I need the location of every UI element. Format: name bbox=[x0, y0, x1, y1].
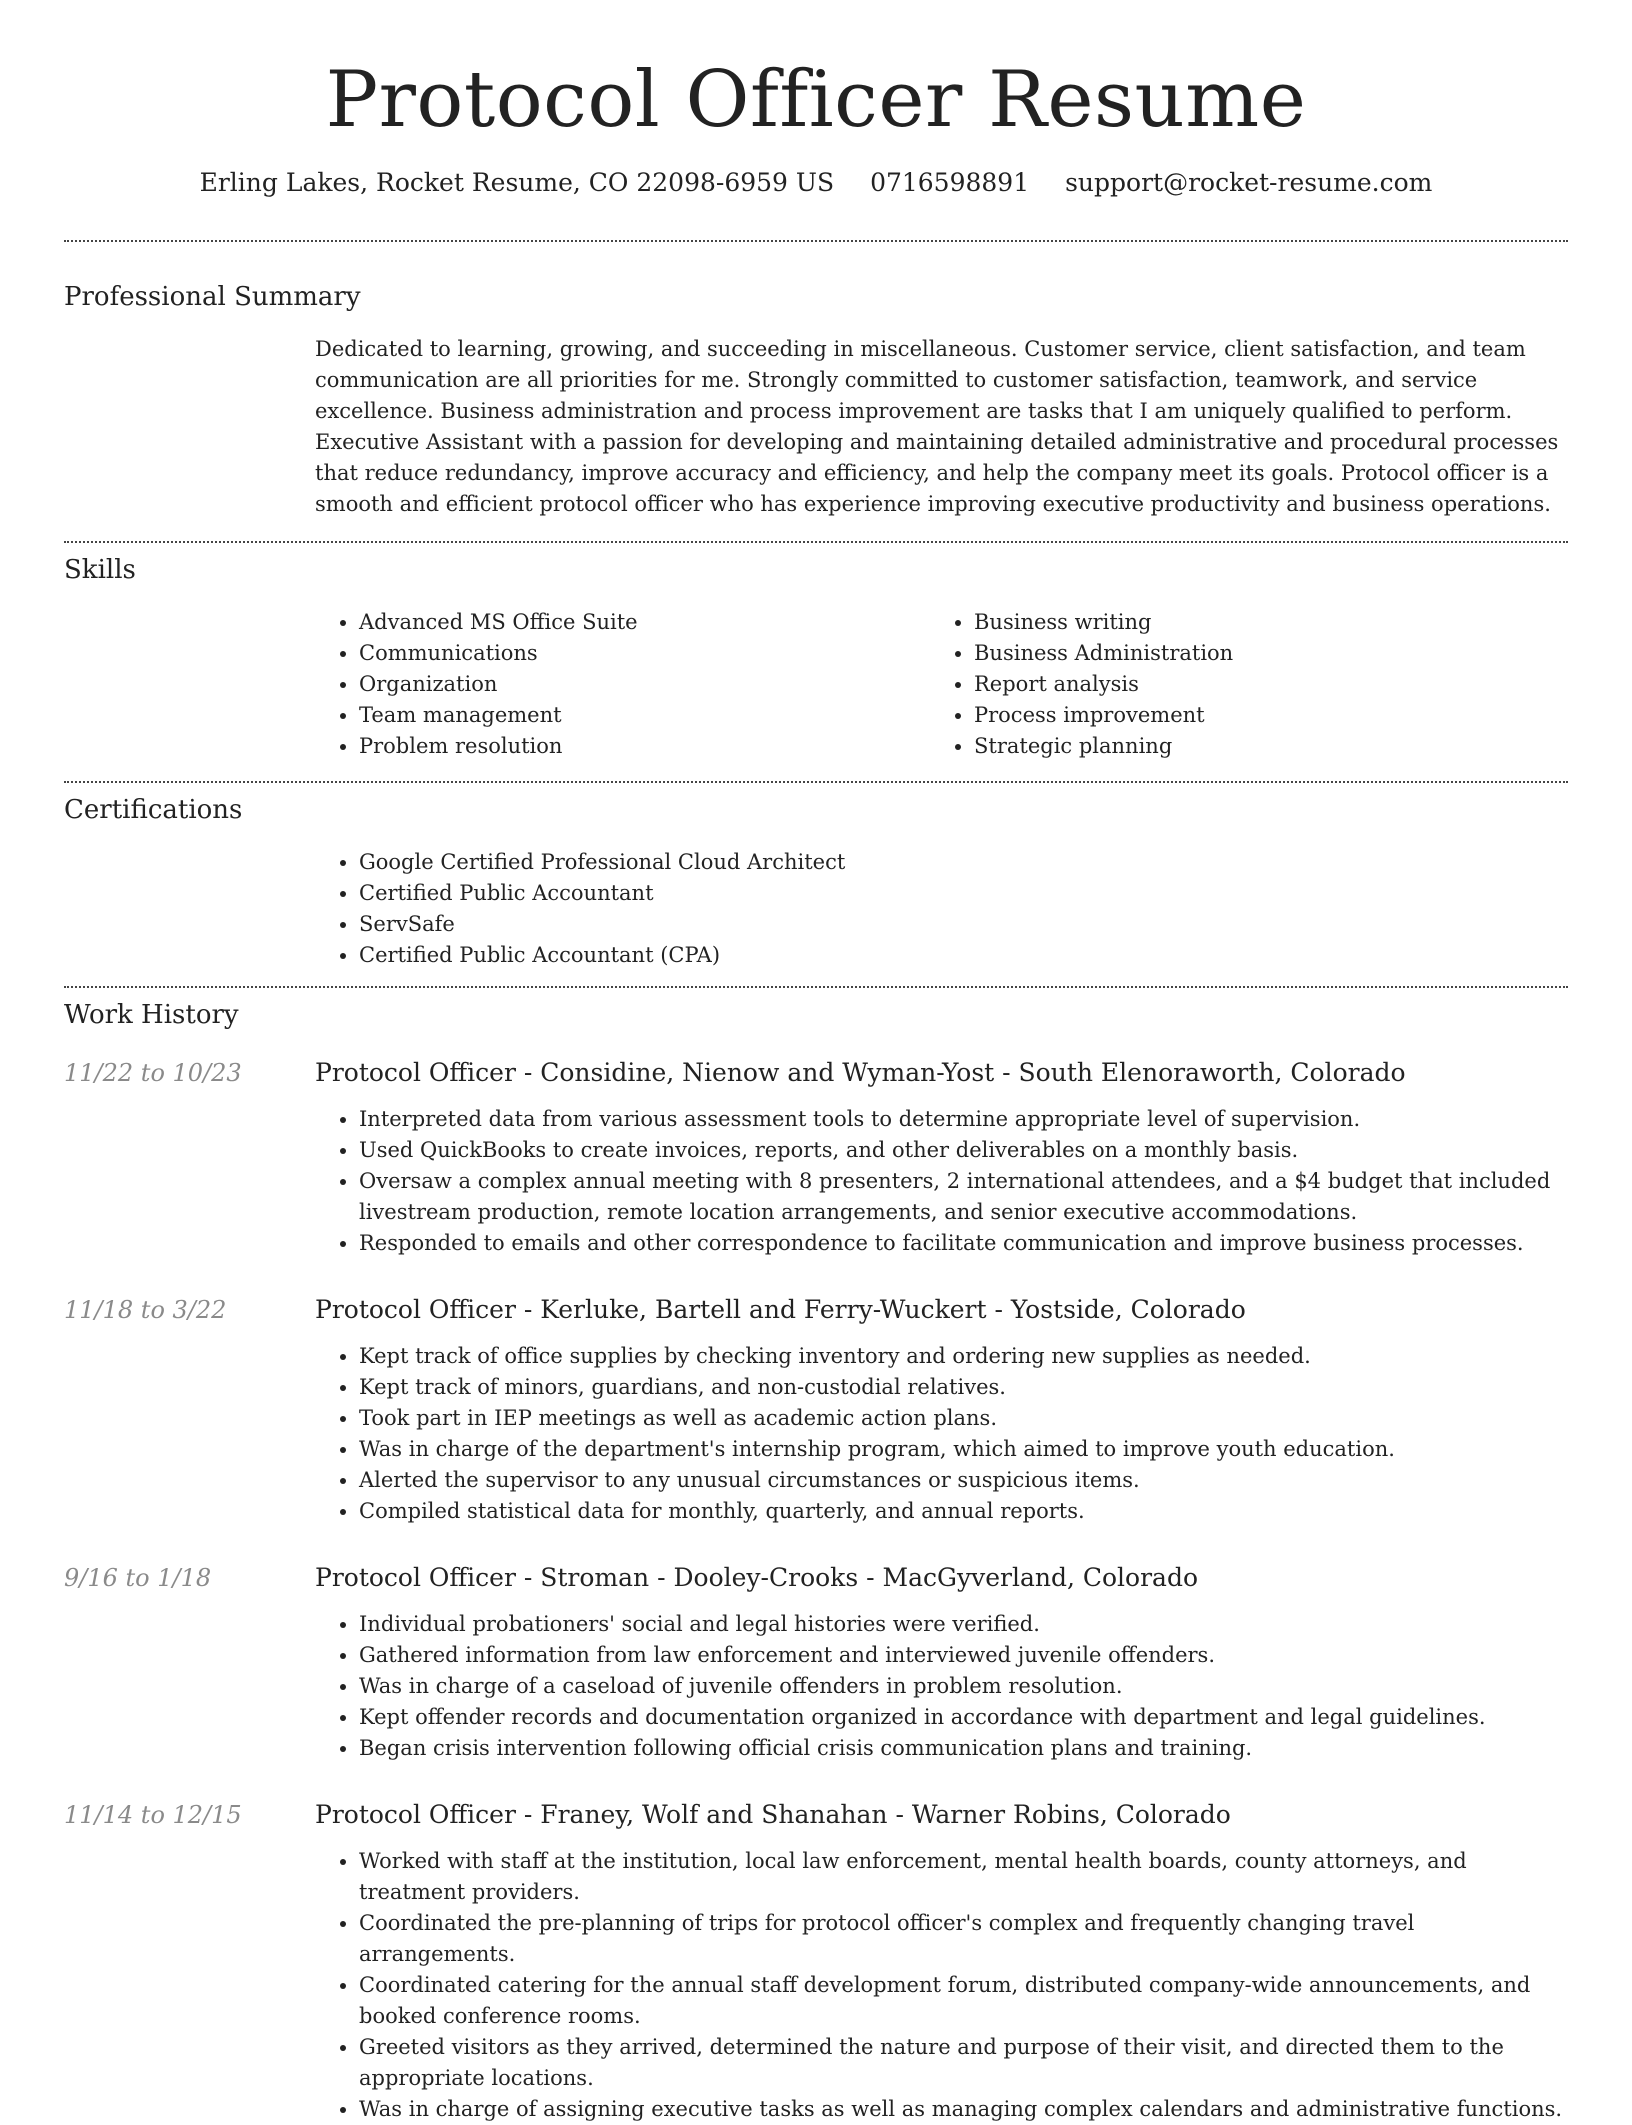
summary-content bbox=[315, 334, 1568, 520]
job-bullet: • Kept offender records and documentation organized in accordance with department and legal guidelines. bbox=[359, 1702, 1568, 1733]
job-bullet-list bbox=[315, 1846, 1568, 2125]
job-entry bbox=[64, 1561, 1568, 1764]
job-dates: 9/16 to 1/18 bbox=[64, 1564, 212, 1592]
skill-item: • Report analysis bbox=[974, 669, 1545, 700]
certification-item: • Certified Public Accountant (CPA) bbox=[359, 940, 1568, 971]
job-header bbox=[64, 1293, 1568, 1327]
job-bullet: • Was in charge of a caseload of juvenile offenders in problem resolution. bbox=[359, 1671, 1568, 1702]
job-entry bbox=[64, 1056, 1568, 1259]
skills-heading: Skills bbox=[64, 555, 136, 585]
resume-title: Protocol Officer Resume bbox=[325, 55, 1307, 145]
job-bullet: • Used QuickBooks to create invoices, reports, and other deliverables on a monthly basis. bbox=[359, 1135, 1568, 1166]
job-bullet: • Responded to emails and other correspondence to facilitate communication and improve business processes. bbox=[359, 1228, 1568, 1259]
job-bullet: • Was in charge of assigning executive tasks as well as managing complex calendars and administrative functions. bbox=[359, 2094, 1568, 2125]
job-bullet: • Oversaw a complex annual meeting with 8 presenters, 2 international attendees, and a $4 budget that included livestream production, remote location arrangements, and senior executive accommodations. bbox=[359, 1166, 1568, 1228]
summary-heading: Professional Summary bbox=[64, 282, 361, 312]
job-bullet: • Began crisis intervention following official crisis communication plans and training. bbox=[359, 1733, 1568, 1764]
skills-column-right bbox=[930, 607, 1545, 762]
job-title: Protocol Officer - Considine, Nienow and Wyman-Yost - South Elenoraworth, Colorado bbox=[315, 1058, 1406, 1087]
skill-item: • Problem resolution bbox=[359, 731, 930, 762]
job-header bbox=[64, 1056, 1568, 1090]
job-bullet: • Alerted the supervisor to any unusual circumstances or suspicious items. bbox=[359, 1465, 1568, 1496]
job-bullet-list bbox=[315, 1104, 1568, 1259]
skills-column-left bbox=[315, 607, 930, 762]
skill-item: • Business writing bbox=[974, 607, 1545, 638]
certification-item: • ServSafe bbox=[359, 909, 1568, 940]
certifications-heading: Certifications bbox=[64, 795, 243, 825]
job-bullet: • Interpreted data from various assessment tools to determine appropriate level of supervision. bbox=[359, 1104, 1568, 1135]
job-bullet: • Coordinated catering for the annual staff development forum, distributed company-wide announcements, and booked conference rooms. bbox=[359, 1970, 1568, 2032]
skills-grid bbox=[315, 607, 1568, 762]
job-bullet: • Was in charge of the department's internship program, which aimed to improve youth education. bbox=[359, 1434, 1568, 1465]
certification-item: • Google Certified Professional Cloud Architect bbox=[359, 847, 1568, 878]
summary-section bbox=[64, 242, 1568, 520]
certification-item: • Certified Public Accountant bbox=[359, 878, 1568, 909]
job-bullets bbox=[315, 1104, 1568, 1259]
contact-email: support@rocket-resume.com bbox=[1065, 168, 1433, 197]
skill-item: • Process improvement bbox=[974, 700, 1545, 731]
job-bullets bbox=[315, 1341, 1568, 1527]
skill-item: • Advanced MS Office Suite bbox=[359, 607, 930, 638]
job-header bbox=[64, 1561, 1568, 1595]
skills-list-right bbox=[930, 607, 1545, 762]
summary-text: Dedicated to learning, growing, and succeeding in miscellaneous. Customer service, client satisfaction, and team communication are all priorities for me. Strongly committed to customer satisfaction, teamwork, and service excellence. Business administration and process improvement are tasks that I am uniquely qualified to perform. Executive Assistant with a passion for developing and maintaining detailed administrative and procedural processes that reduce redundancy, improve accuracy and efficiency, and help the company meet its goals. Protocol officer is a smooth and efficient protocol officer who has experience improving executive productivity and business operations. bbox=[315, 337, 1559, 516]
job-bullet: • Worked with staff at the institution, local law enforcement, mental health boards, county attorneys, and treatment providers. bbox=[359, 1846, 1568, 1908]
job-dates: 11/14 to 12/15 bbox=[64, 1801, 242, 1829]
skill-item: • Organization bbox=[359, 669, 930, 700]
job-bullets bbox=[315, 1609, 1568, 1764]
resume-header bbox=[64, 0, 1568, 200]
job-header bbox=[64, 1798, 1568, 1832]
job-bullets bbox=[315, 1846, 1568, 2125]
job-dates: 11/18 to 3/22 bbox=[64, 1296, 227, 1324]
job-bullet: • Gathered information from law enforcement and interviewed juvenile offenders. bbox=[359, 1640, 1568, 1671]
work-history-section bbox=[64, 988, 1568, 2125]
skill-item: • Strategic planning bbox=[974, 731, 1545, 762]
job-bullet: • Kept track of office supplies by checking inventory and ordering new supplies as needed. bbox=[359, 1341, 1568, 1372]
contact-phone: 0716598891 bbox=[870, 168, 1030, 197]
skills-section bbox=[64, 543, 1568, 762]
certifications-list bbox=[315, 847, 1568, 971]
job-bullet: • Coordinated the pre-planning of trips for protocol officer's complex and frequently changing travel arrangements. bbox=[359, 1908, 1568, 1970]
job-bullet: • Compiled statistical data for monthly, quarterly, and annual reports. bbox=[359, 1496, 1568, 1527]
contact-address: Erling Lakes, Rocket Resume, CO 22098-6959 US bbox=[199, 168, 835, 197]
job-bullet: • Took part in IEP meetings as well as academic action plans. bbox=[359, 1403, 1568, 1434]
work-history-heading: Work History bbox=[64, 1000, 239, 1030]
job-entry bbox=[64, 1798, 1568, 2125]
job-bullet: • Individual probationers' social and legal histories were verified. bbox=[359, 1609, 1568, 1640]
contact-line bbox=[64, 166, 1568, 200]
job-title: Protocol Officer - Stroman - Dooley-Crooks - MacGyverland, Colorado bbox=[315, 1563, 1198, 1592]
job-bullet-list bbox=[315, 1341, 1568, 1527]
certifications-section bbox=[64, 783, 1568, 971]
job-title: Protocol Officer - Kerluke, Bartell and Ferry-Wuckert - Yostside, Colorado bbox=[315, 1295, 1246, 1324]
job-entry bbox=[64, 1293, 1568, 1527]
skill-item: • Team management bbox=[359, 700, 930, 731]
skill-item: • Communications bbox=[359, 638, 930, 669]
certifications-content bbox=[315, 847, 1568, 971]
job-bullet-list bbox=[315, 1609, 1568, 1764]
job-title: Protocol Officer - Franey, Wolf and Shanahan - Warner Robins, Colorado bbox=[315, 1800, 1231, 1829]
skill-item: • Business Administration bbox=[974, 638, 1545, 669]
job-dates: 11/22 to 10/23 bbox=[64, 1059, 242, 1087]
job-bullet: • Greeted visitors as they arrived, determined the nature and purpose of their visit, and directed them to the appropriate locations. bbox=[359, 2032, 1568, 2094]
skills-list-left bbox=[315, 607, 930, 762]
job-bullet: • Kept track of minors, guardians, and non-custodial relatives. bbox=[359, 1372, 1568, 1403]
